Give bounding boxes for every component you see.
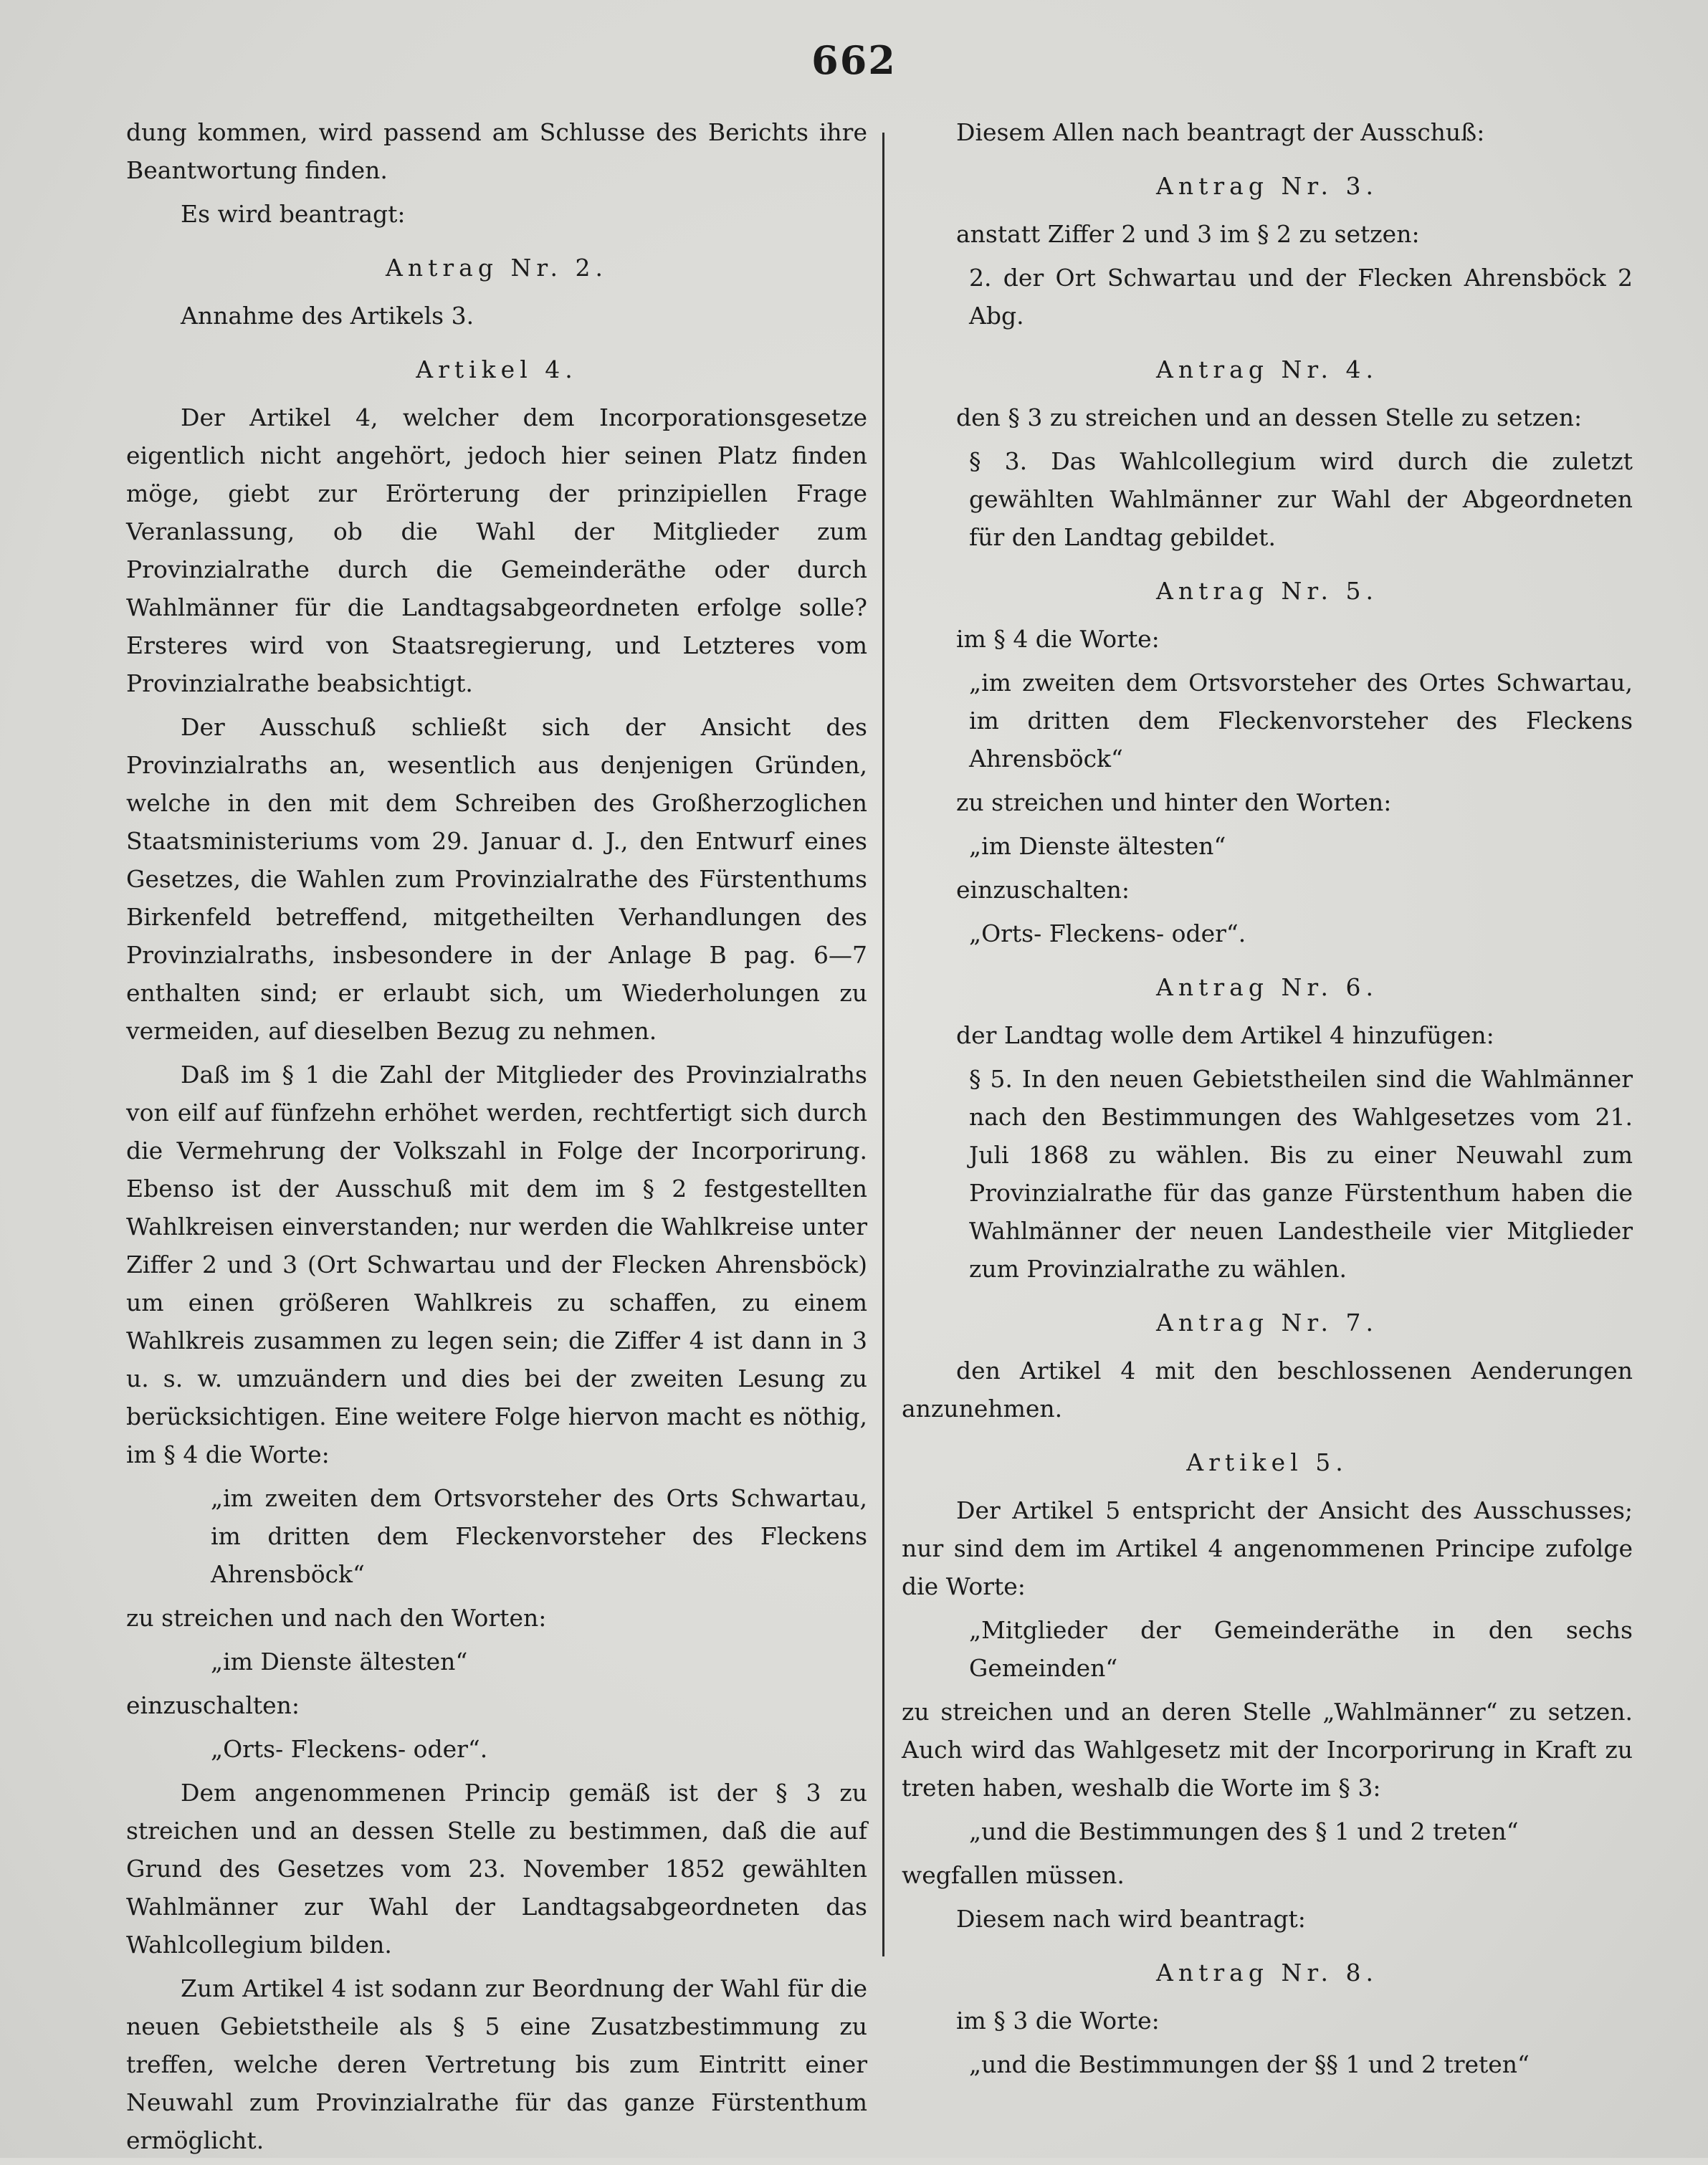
indented-paragraph: „Orts- Fleckens- oder“. [969, 919, 1246, 947]
section-heading: Antrag Nr. 8. [1156, 1959, 1378, 1987]
indented-paragraph: „und die Bestimmungen der §§ 1 und 2 treten“ [969, 2050, 1530, 2078]
quoted-text: „im zweiten dem Ortsvorsteher des Orts Schwartau, im dritten dem Fleckenvorsteher des Fleckens Ahrensböck“ [211, 1484, 867, 1588]
paragraph: zu streichen und nach den Worten: [126, 1604, 547, 1632]
paragraph: der Landtag wolle dem Artikel 4 hinzufügen: [956, 1021, 1494, 1049]
indented-paragraph: „im Dienste ältesten“ [969, 832, 1226, 860]
section-heading: Antrag Nr. 5. [1156, 577, 1378, 605]
paragraph: Dem angenommenen Princip gemäß ist der § 3 zu streichen und an dessen Stelle zu bestimmen, daß die auf Grund des Gesetzes vom 23. November 1852 gewählten Wahlmänner zur Wahl der Landtagsabgeordneten das Wahlcollegium bilden. [126, 1779, 867, 1959]
paragraph: im § 4 die Worte: [956, 625, 1160, 653]
section-heading: Antrag Nr. 2. [386, 254, 608, 282]
indented-paragraph: 2. der Ort Schwartau und der Flecken Ahrensböck 2 Abg. [969, 264, 1633, 330]
indented-paragraph: § 5. In den neuen Gebietstheilen sind die Wahlmänner nach den Bestimmungen des Wahlgesetzes vom 21. Juli 1868 zu wählen. Bis zu einer Neuwahl zum Provinzialrathe für das ganze Fürstenthum haben die Wahlmänner der neuen Landestheile vier Mitglieder zum Provinzialrathe zu wählen. [969, 1065, 1633, 1283]
paragraph: einzuschalten: [956, 876, 1130, 904]
indented-paragraph: „im zweiten dem Ortsvorsteher des Ortes Schwartau, im dritten dem Fleckenvorsteher des Fleckens Ahrensböck“ [969, 669, 1633, 773]
section-heading: Antrag Nr. 6. [1156, 973, 1378, 1001]
paragraph: Annahme des Artikels 3. [181, 302, 474, 330]
section-heading: Artikel 5. [1186, 1448, 1348, 1476]
paragraph: einzuschalten: [126, 1691, 300, 1719]
right-column [902, 113, 1633, 2089]
paragraph: anstatt Ziffer 2 und 3 im § 2 zu setzen: [956, 220, 1420, 248]
indented-paragraph: „Mitglieder der Gemeinderäthe in den sechs Gemeinden“ [969, 1616, 1633, 1682]
paragraph: den Artikel 4 mit den beschlossenen Aenderungen anzunehmen. [902, 1357, 1633, 1423]
section-heading: Antrag Nr. 3. [1156, 172, 1378, 200]
paragraph: Der Ausschuß schließt sich der Ansicht des Provinzialraths an, wesentlich aus denjenigen Gründen, welche in den mit dem Schreiben des Großherzoglichen Staatsministeriums vom 29. Januar d. J., den Entwurf eines Gesetzes, die Wahlen zum Provinzialrathe des Fürstenthums Birkenfeld betreffend, mitgetheilten Verhandlungen des Provinzialraths, insbesondere in der Anlage B pag. 6—7 enthalten sind; er erlaubt sich, um Wiederholungen zu vermeiden, auf dieselben Bezug zu nehmen. [126, 713, 867, 1045]
indented-paragraph: „und die Bestimmungen des § 1 und 2 treten“ [969, 1817, 1519, 1845]
paragraph: Zum Artikel 4 ist sodann zur Beordnung der Wahl für die neuen Gebietstheile als § 5 eine Zusatzbestimmung zu treffen, welche deren Vertretung bis zum Eintritt einer Neuwahl zum Provinzialrathe für das ganze Fürstenthum ermöglicht. [126, 1974, 867, 2154]
left-column [126, 113, 867, 2165]
paragraph: Es wird beantragt: [181, 200, 406, 228]
page-number: 662 [811, 37, 897, 83]
indented-paragraph: § 3. Das Wahlcollegium wird durch die zuletzt gewählten Wahlmänner zur Wahl der Abgeordneten für den Landtag gebildet. [969, 447, 1633, 551]
paragraph: Der Artikel 4, welcher dem Incorporationsgesetze eigentlich nicht angehört, jedoch hier seinen Platz finden möge, giebt zur Erörterung der prinzipiellen Frage Veranlassung, ob die Wahl der Mitglieder zum Provinzialrathe durch die Gemeinderäthe oder durch Wahlmänner für die Landtagsabgeordneten erfolge solle? Ersteres wird von Staatsregierung, und Letzteres vom Provinzialrathe beabsichtigt. [126, 403, 867, 697]
paragraph: zu streichen und hinter den Worten: [956, 788, 1392, 816]
section-heading: Antrag Nr. 4. [1156, 355, 1378, 383]
paragraph: Daß im § 1 die Zahl der Mitglieder des Provinzialraths von eilf auf fünfzehn erhöhet werden, rechtfertigt sich durch die Vermehrung der Volkszahl in Folge der Incorporirung. Ebenso ist der Ausschuß mit dem im § 2 festgestellten Wahlkreisen einverstanden; nur werden die Wahlkreise unter Ziffer 2 und 3 (Ort Schwartau und der Flecken Ahrensböck) um einen größeren Wahlkreis zu schaffen, zu einem Wahlkreis zusammen zu legen sein; die Ziffer 4 ist dann in 3 u. s. w. umzuändern und dies bei der zweiten Lesung zu berücksichtigen. Eine weitere Folge hiervon macht es nöthig, im § 4 die Worte: [126, 1061, 867, 1468]
paragraph: dung kommen, wird passend am Schlusse des Berichts ihre Beantwortung finden. [126, 118, 867, 184]
paragraph: zu streichen und an deren Stelle „Wahlmänner“ zu setzen. Auch wird das Wahlgesetz mit der Incorporirung in Kraft zu treten haben, weshalb die Worte im § 3: [902, 1698, 1633, 1802]
column-divider [882, 133, 884, 1956]
paragraph: den § 3 zu streichen und an dessen Stelle zu setzen: [956, 403, 1583, 431]
paragraph: Diesem nach wird beantragt: [956, 1905, 1306, 1933]
section-heading: Artikel 4. [416, 355, 578, 383]
paragraph: wegfallen müssen. [902, 1861, 1125, 1889]
paragraph: im § 3 die Worte: [956, 2007, 1160, 2035]
quoted-text: „im Dienste ältesten“ [211, 1648, 468, 1676]
quoted-text: „Orts- Fleckens- oder“. [211, 1735, 488, 1763]
paragraph: Der Artikel 5 entspricht der Ansicht des Ausschusses; nur sind dem im Artikel 4 angenommenen Principe zufolge die Worte: [902, 1496, 1633, 1600]
section-heading: Antrag Nr. 7. [1156, 1309, 1378, 1337]
paragraph: Diesem Allen nach beantragt der Ausschuß: [956, 118, 1485, 146]
